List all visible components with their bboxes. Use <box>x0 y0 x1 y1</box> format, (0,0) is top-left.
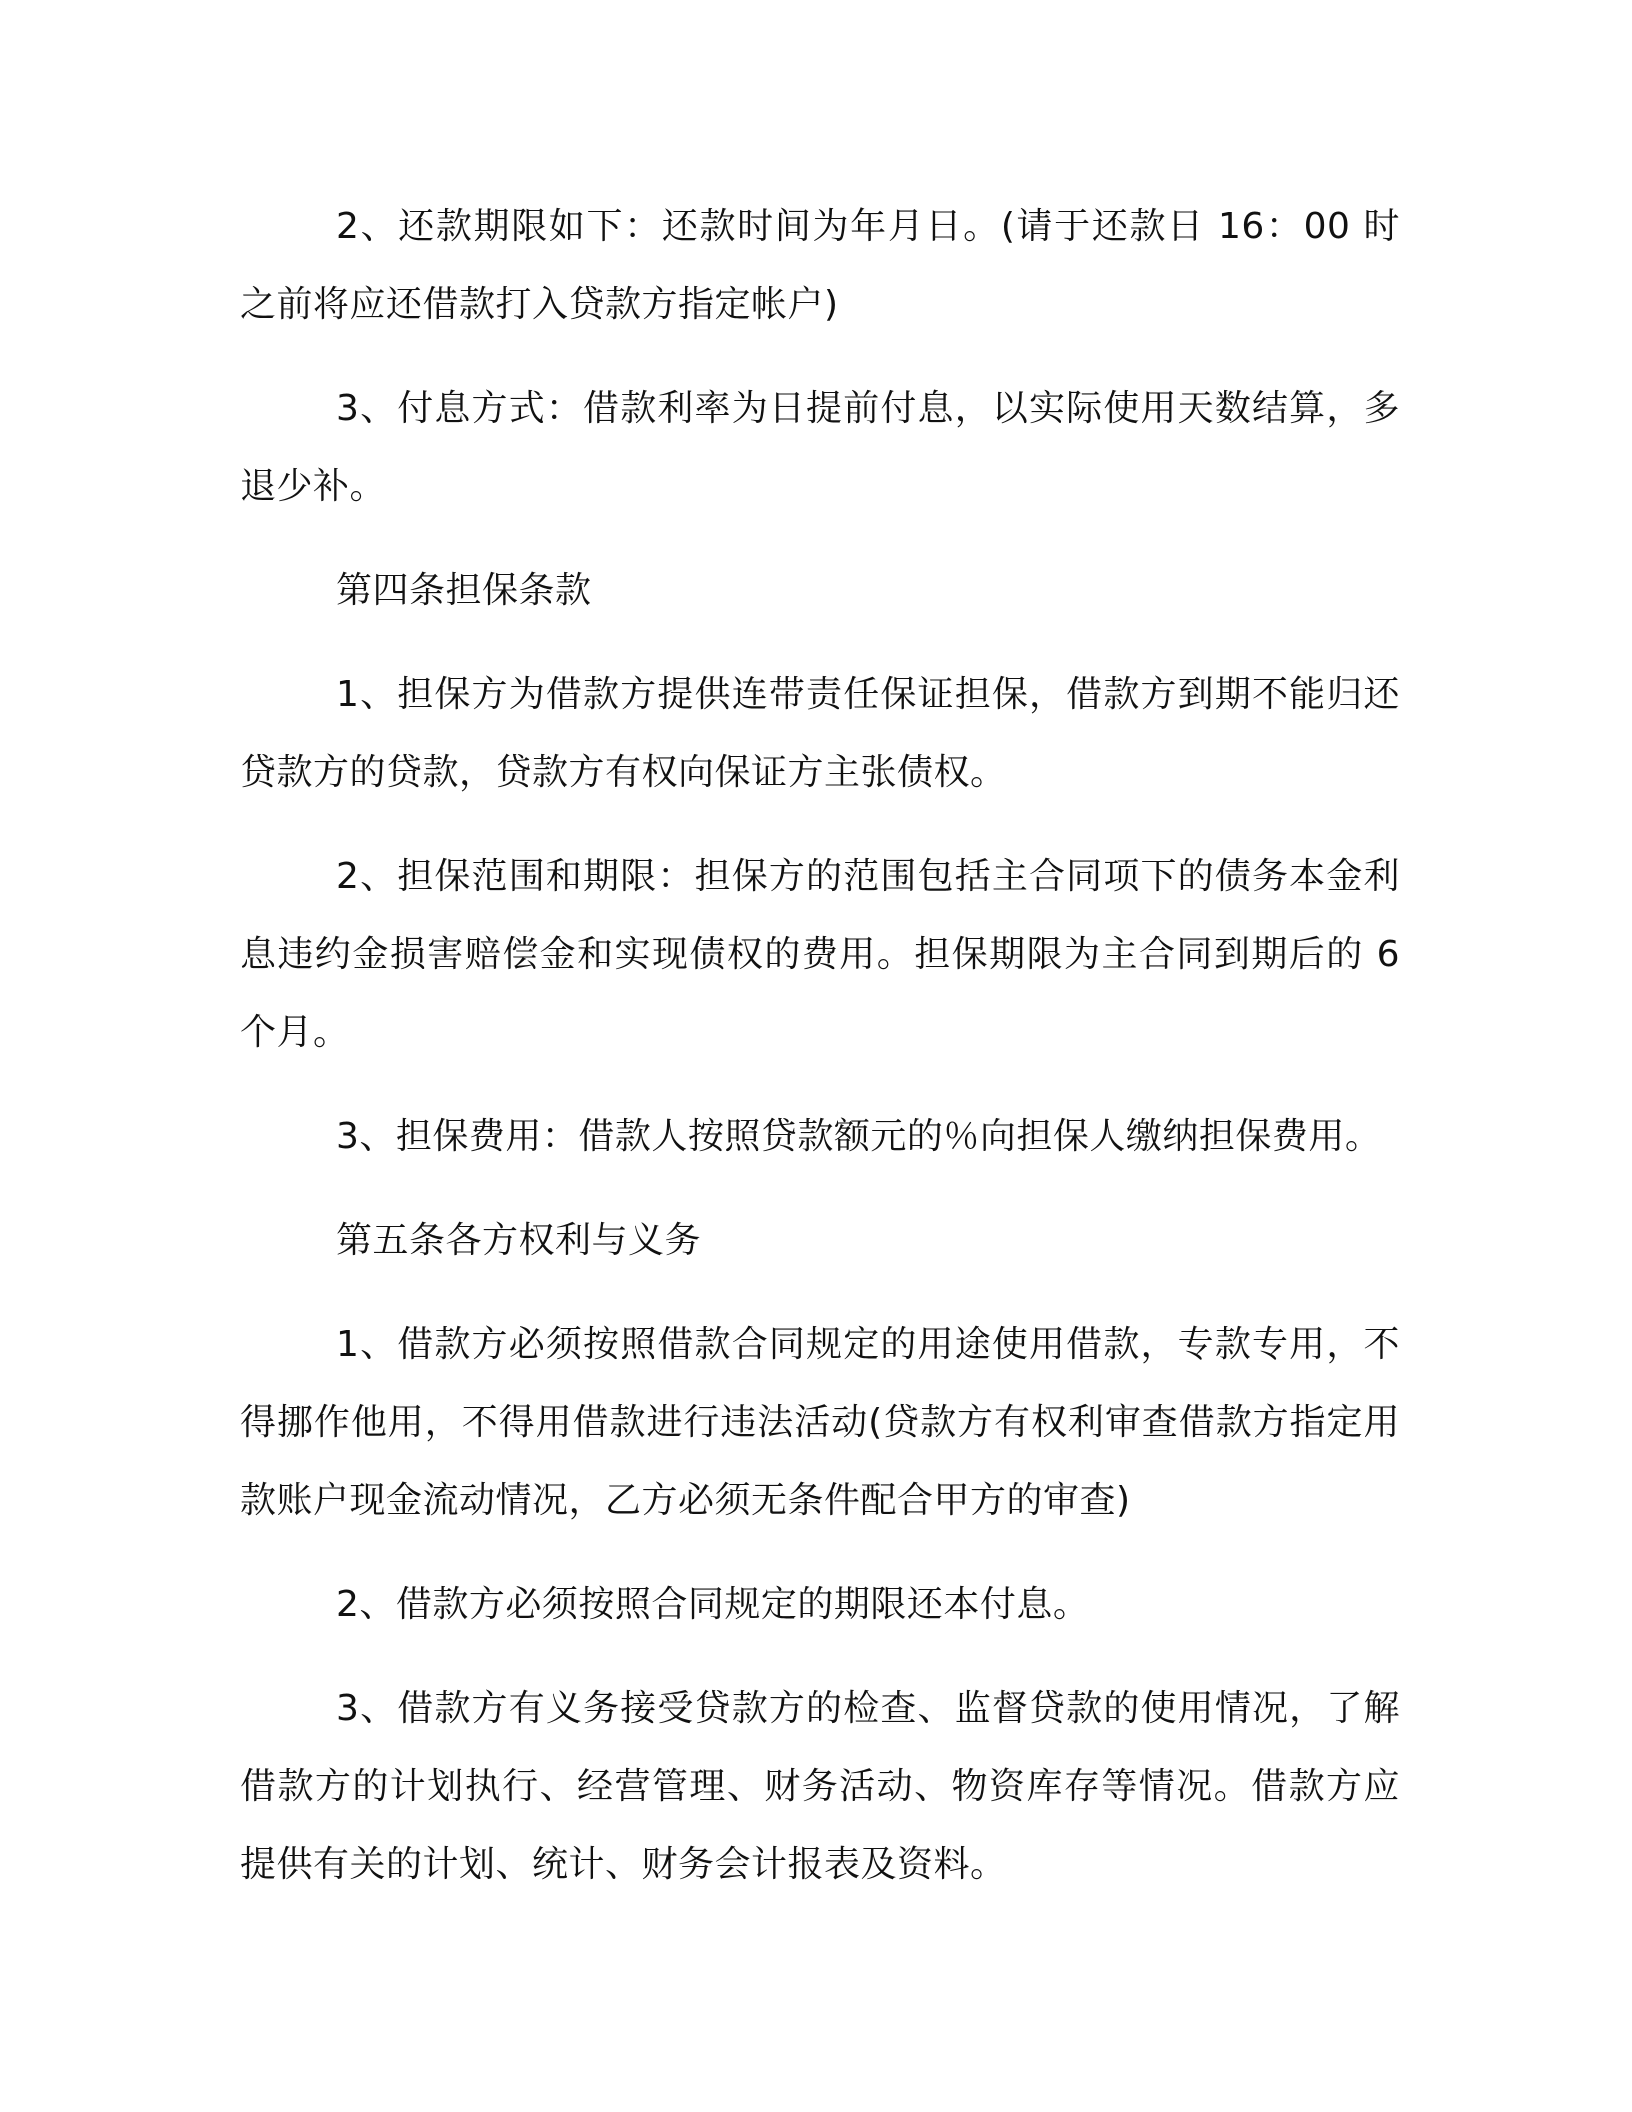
clause-paragraph: 2、借款方必须按照合同规定的期限还本付息。 <box>336 1584 1090 1625</box>
section-heading: 第四条担保条款 <box>336 570 592 611</box>
clause-paragraph: 2、还款期限如下：还款时间为年月日。(请于还款日 16：00 时之前将应还借款打入贷款方指定帐户) <box>240 206 1400 325</box>
clause-paragraph: 1、担保方为借款方提供连带责任保证担保，借款方到期不能归还贷款方的贷款，贷款方有权向保证方主张债权。 <box>240 674 1400 793</box>
clause-paragraph: 1、借款方必须按照借款合同规定的用途使用借款，专款专用，不得挪作他用，不得用借款进行违法活动(贷款方有权利审查借款方指定用款账户现金流动情况，乙方必须无条件配合甲方的审查) <box>240 1324 1400 1521</box>
section-heading: 第五条各方权利与义务 <box>336 1220 702 1261</box>
clause-paragraph: 3、借款方有义务接受贷款方的检查、监督贷款的使用情况，了解借款方的计划执行、经营管理、财务活动、物资库存等情况。借款方应提供有关的计划、统计、财务会计报表及资料。 <box>240 1688 1400 1885</box>
clause-paragraph: 3、担保费用：借款人按照贷款额元的％向担保人缴纳担保费用。 <box>336 1116 1382 1157</box>
clause-paragraph: 2、担保范围和期限：担保方的范围包括主合同项下的债务本金利息违约金损害赔偿金和实现债权的费用。担保期限为主合同到期后的 6 个月。 <box>240 856 1400 1053</box>
document-body <box>240 188 1400 1930</box>
clause-paragraph: 3、付息方式：借款利率为日提前付息，以实际使用天数结算，多退少补。 <box>240 388 1400 507</box>
